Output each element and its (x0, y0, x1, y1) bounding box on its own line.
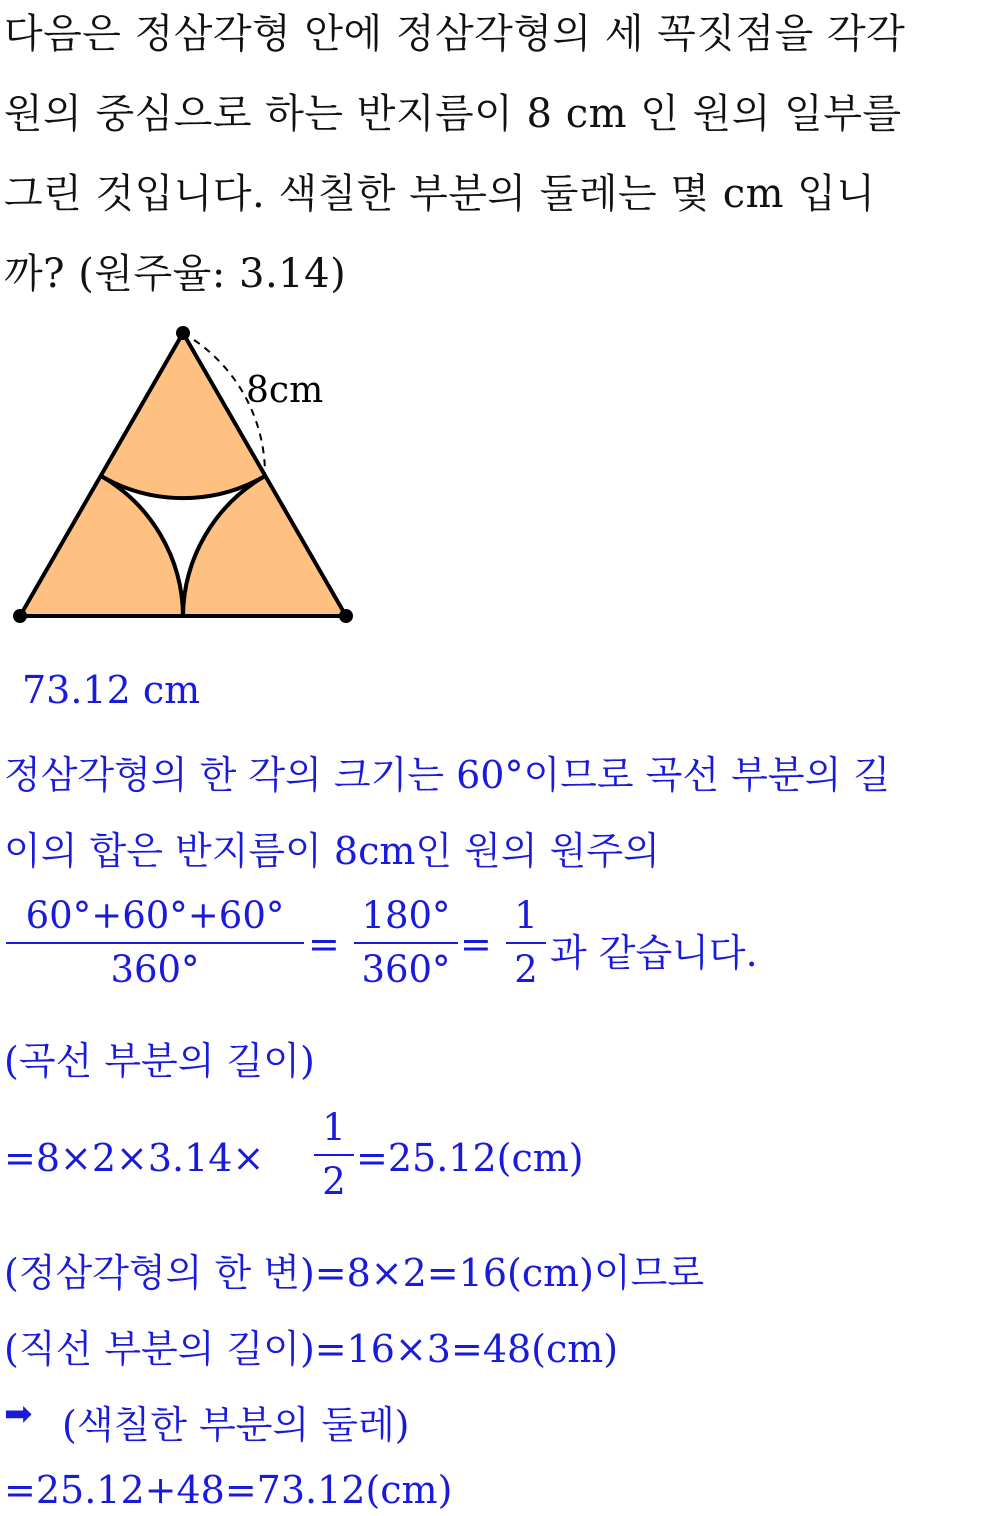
vertex-dot-left (13, 609, 27, 623)
final-calc-line: =25.12+48=73.12(cm) (4, 1468, 453, 1512)
curve-half-fraction (314, 1106, 354, 1204)
question-line-3: 그린 것입니다. 색칠한 부분의 둘레는 몇 cm 입니 (4, 171, 876, 217)
fraction-bar (6, 942, 304, 944)
triangle-figure (0, 316, 370, 636)
fraction-numerator: 180° (361, 894, 451, 937)
vertex-dot-top (176, 326, 190, 340)
vertex-dot-right (339, 609, 353, 623)
fraction-numerator: 1 (514, 894, 538, 937)
fraction-numerator: 60°+60°+60° (25, 894, 285, 937)
perimeter-label: (색칠한 부분의 둘레) (62, 1403, 410, 1447)
equals-sign: = (308, 922, 340, 966)
fraction-bar (354, 942, 458, 944)
fraction-denominator: 2 (322, 1160, 346, 1203)
fraction-bar (506, 942, 546, 944)
radius-label: 8cm (246, 370, 324, 411)
answer-value: 73.12 cm (22, 668, 201, 712)
explanation-line-2: 이의 합은 반지름이 8cm인 원의 원주의 (4, 829, 660, 873)
question-line-4: 까? (원주율: 3.14) (4, 251, 347, 297)
straight-length-line: (직선 부분의 길이)=16×3=48(cm) (4, 1327, 619, 1371)
question-line-2: 원의 중심으로 하는 반지름이 8 cm 인 원의 일부를 (4, 91, 902, 137)
side-length-line: (정삼각형의 한 변)=8×2=16(cm)이므로 (4, 1251, 705, 1295)
fraction-denominator: 2 (514, 948, 538, 991)
curve-length-label: (곡선 부분의 길이) (4, 1039, 315, 1083)
fraction-tail-text: 과 같습니다. (550, 931, 758, 975)
equals-sign: = (460, 922, 492, 966)
question-line-1: 다음은 정삼각형 안에 정삼각형의 세 꼭짓점을 각각 (4, 11, 906, 57)
fraction-one-half (506, 894, 546, 992)
curve-calc-suffix: =25.12(cm) (356, 1136, 584, 1180)
fraction-180-360 (354, 894, 458, 992)
fraction-numerator: 1 (322, 1106, 346, 1149)
arrow-icon: ➡ (4, 1394, 33, 1434)
fraction-sum-angles (6, 894, 304, 992)
fraction-bar (314, 1154, 354, 1156)
explanation-line-1: 정삼각형의 한 각의 크기는 60°이므로 곡선 부분의 길 (4, 753, 891, 797)
fraction-denominator: 360° (110, 948, 200, 991)
curve-calc-prefix: =8×2×3.14× (4, 1136, 265, 1180)
fraction-denominator: 360° (361, 948, 451, 991)
